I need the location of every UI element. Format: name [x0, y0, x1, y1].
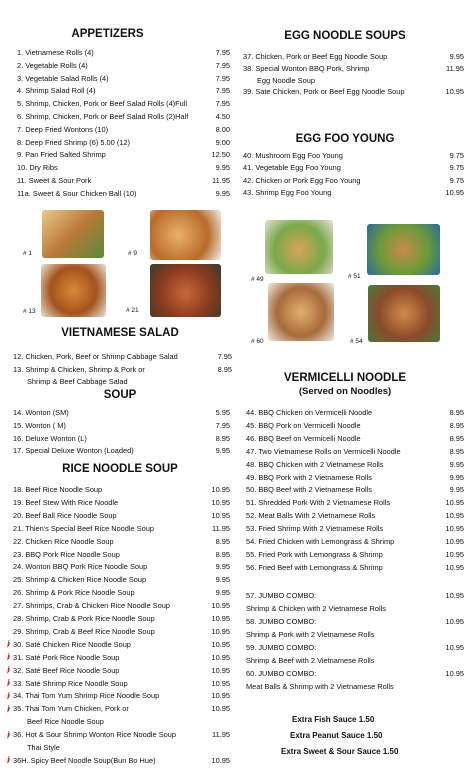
menu-item-name: 37. Chicken, Pork or Beef Egg Noodle Soup	[243, 52, 388, 61]
menu-item-price: 9.95	[449, 459, 464, 469]
photo-label: # 13	[23, 308, 36, 315]
menu-item-name: 17. Special Deluxe Wonton (Loaded)	[13, 446, 134, 456]
menu-item-price: 8.95	[449, 446, 464, 456]
menu-item-price: 7.95	[215, 60, 230, 70]
menu-item-price: 9.95	[215, 163, 230, 173]
menu-item-name: 15. Wonton ( M)	[13, 420, 66, 430]
menu-item-name: Beef Rice Noodle Soup	[27, 717, 104, 727]
menu-item-price: 10.95	[211, 704, 230, 714]
menu-item-name: 18. Beef Rice Noodle Soup	[13, 485, 103, 494]
combo-name: 60. JUMBO COMBO:	[246, 669, 317, 678]
photo-noodle-soup	[150, 264, 221, 317]
menu-item-name: Shrimp & Beef Cabbage Salad	[27, 377, 128, 387]
extra-peanut-sauce: Extra Peanut Sauce 1.50	[290, 731, 383, 740]
menu-item-name: 42. Chicken or Pork Egg Foo Young	[243, 175, 361, 185]
menu-item-name: 38. Special Wonton BBQ Pork, Shrimp	[243, 63, 370, 73]
menu-item-price: 10.95	[211, 691, 230, 701]
menu-item-name: 33. Saté Shrimp Rice Noodle Soup	[13, 678, 128, 688]
menu-item-price: 8.95	[449, 433, 464, 443]
chili-icon	[6, 731, 11, 739]
combo-name: 58. JUMBO COMBO:	[246, 617, 317, 626]
menu-item-name: 46. BBQ Beef on Vermicelli Noodle	[246, 433, 361, 443]
menu-item-price: 10.95	[211, 510, 230, 520]
menu-item-price: 8.95	[217, 364, 232, 374]
menu-item-name: Thai Style	[27, 743, 60, 752]
menu-item-name: 2. Vegetable Rolls (4)	[17, 60, 88, 70]
menu-item-name: 21. Thien's Special Beef Rice Noodle Soup	[13, 523, 154, 533]
menu-item-name: 48. BBQ Chicken with 2 Vietnamese Rolls	[246, 459, 384, 469]
menu-item-price: 9.95	[449, 52, 464, 61]
photo-label: # 49	[251, 276, 264, 283]
menu-item-name: 6. Shrimp, Chicken, Pork or Beef Salad Rolls (2)Half	[17, 112, 189, 121]
menu-item-name: 41. Vegetable Egg Foo Young	[243, 163, 341, 173]
menu-item-name: 43. Shrimp Egg Foo Young	[243, 187, 332, 197]
menu-item-price: 10.95	[445, 87, 464, 97]
viet-salad-title: VIETNAMESE SALAD	[61, 327, 179, 339]
menu-item-price: 9.75	[449, 175, 464, 185]
menu-item-name: 20. Beef Ball Rice Noodle Soup	[13, 510, 117, 520]
menu-item-name: 23. BBQ Pork Rice Noodle Soup	[13, 549, 120, 559]
chili-icon	[6, 653, 11, 661]
menu-item-name: 32. Saté Beef Rice Noodle Soup	[13, 665, 120, 675]
menu-item-name: 11. Sweet & Sour Pork	[17, 176, 92, 185]
menu-item-name: Egg Noodle Soup	[257, 75, 315, 85]
chili-icon	[6, 756, 11, 764]
egg-foo-title: EGG FOO YOUNG	[295, 133, 395, 145]
menu-item-name: 11a. Sweet & Sour Chicken Ball (10)	[17, 188, 137, 198]
menu-item-price: 10.95	[445, 524, 464, 534]
extra-sweet-sour-sauce: Extra Sweet & Sour Sauce 1.50	[281, 747, 399, 756]
menu-item-name: 31. Saté Pork Rice Noodle Soup	[13, 652, 120, 662]
menu-item-name: 34. Thai Tom Yum Shrimp Rice Noodle Soup	[13, 691, 160, 701]
combo-price: 10.95	[445, 643, 464, 652]
menu-item-price: 10.95	[211, 601, 230, 611]
chili-icon	[6, 666, 11, 674]
menu-item-name: 40. Mushroom Egg Foo Young	[243, 151, 343, 160]
soup-title: SOUP	[103, 389, 137, 401]
photo-label: # 9	[128, 250, 138, 257]
rice-noodle-title: RICE NOODLE SOUP	[62, 463, 178, 475]
menu-item-price: 8.95	[215, 536, 230, 546]
menu-item-price: 7.95	[215, 48, 230, 57]
menu-item-price: 7.95	[217, 352, 232, 361]
menu-item-price: 4.50	[215, 112, 230, 121]
menu-item-name: 49. BBQ Pork with 2 Vietnamese Rolls	[246, 472, 372, 482]
menu-item-price: 7.95	[215, 73, 230, 83]
menu-item-price: 9.75	[449, 163, 464, 173]
menu-item-price: 5.95	[215, 408, 230, 417]
combo-detail: Shrimp & Chicken with 2 Vietnamese Rolls	[246, 604, 386, 613]
menu-item-name: 52. Meat Balls With 2 Vietnamese Rolls	[246, 511, 376, 521]
menu-item-name: 44. BBQ Chicken on Vermicelli Noodle	[246, 408, 373, 417]
menu-item-name: 13. Shrimp & Chicken, Shrimp & Pork or	[13, 364, 145, 374]
egg-noodle-title: EGG NOODLE SOUPS	[284, 30, 406, 42]
menu-item-name: 8. Deep Fried Shrimp (6) 5.00 (12)	[17, 137, 130, 147]
menu-item-name: 22. Chicken Rice Noodle Soup	[13, 536, 114, 546]
menu-item-name: 29. Shrimp, Crab & Beef Rice Noodle Soup	[13, 626, 155, 636]
menu-item-price: 8.95	[449, 408, 464, 417]
photo-label: # 51	[348, 273, 361, 280]
menu-item-name: 7. Deep Fried Wontons (10)	[17, 124, 109, 134]
menu-item-price: 9.95	[449, 472, 464, 482]
menu-item-name: 14. Wonton (SM)	[13, 408, 69, 417]
photo-jumbo-combo	[268, 283, 334, 341]
menu-item-price: 7.95	[215, 86, 230, 96]
menu-item-price: 10.95	[445, 549, 464, 559]
menu-item-price: 8.95	[215, 549, 230, 559]
menu-item-price: 10.95	[211, 485, 230, 494]
menu-item-price: 10.95	[211, 639, 230, 649]
menu-item-price: 12.50	[211, 150, 230, 160]
photo-lemongrass	[368, 285, 440, 342]
combo-price: 10.95	[445, 617, 464, 626]
menu-item-price: 8.95	[215, 433, 230, 443]
menu-item-price: 9.95	[215, 188, 230, 198]
extra-fish-sauce: Extra Fish Sauce 1.50	[292, 715, 375, 724]
menu-item-name: 54. Fried Chicken with Lemongrass & Shrimp	[246, 537, 395, 546]
menu-item-name: 24. Wonton BBQ Pork Rice Noodle Soup	[13, 562, 148, 572]
vermicelli-subtitle: (Served on Noodles)	[298, 386, 392, 397]
menu-item-price: 10.95	[445, 511, 464, 521]
menu-item-price: 10.95	[445, 537, 464, 546]
menu-item-price: 10.95	[445, 562, 464, 572]
chili-icon	[6, 692, 11, 700]
menu-item-price: 10.95	[211, 614, 230, 623]
menu-item-name: 1. Vietnamese Rolls (4)	[17, 48, 94, 57]
combo-price: 10.95	[445, 591, 464, 600]
appetizers-title: APPETIZERS	[71, 28, 144, 40]
menu-item-name: 26. Shrimp & Pork Rice Noodle Soup	[13, 588, 135, 598]
combo-name: 59. JUMBO COMBO:	[246, 643, 317, 652]
menu-item-name: 28. Shrimp, Crab & Pork Rice Noodle Soup	[13, 614, 155, 623]
menu-item-price: 10.95	[211, 665, 230, 675]
menu-item-name: 4. Shrimp Salad Roll (4)	[17, 86, 96, 96]
photo-vietnamese-rolls	[42, 210, 104, 258]
menu-item-name: 45. BBQ Pork on Vermicelli Noodle	[246, 420, 361, 430]
photo-shredded-pork	[367, 224, 440, 275]
photo-label: # 54	[350, 338, 363, 345]
menu-item-name: 35. Thai Tom Yum Chicken, Pork or	[13, 704, 129, 714]
menu-item-price: 10.95	[445, 187, 464, 197]
menu-item-price: 10.95	[211, 755, 230, 765]
menu-item-name: 16. Deluxe Wonton (L)	[13, 433, 87, 443]
chili-icon	[6, 705, 11, 713]
menu-item-name: 51. Shredded Pork With 2 Vietnamese Rolls	[246, 498, 391, 508]
photo-fried-shrimp	[150, 210, 221, 260]
menu-item-price: 10.95	[211, 497, 230, 507]
combo-detail: Shrimp & Pork with 2 Vietnamese Rolls	[246, 630, 375, 639]
menu-item-name: 9. Pan Fried Salted Shrimp	[17, 150, 106, 160]
photo-label: # 60	[251, 338, 264, 345]
photo-vermicelli-rolls	[265, 220, 333, 274]
vermicelli-title: VERMICELLI NOODLE	[283, 372, 407, 384]
chili-icon	[6, 679, 11, 687]
photo-label: # 1	[23, 250, 33, 257]
chili-icon	[6, 640, 11, 648]
combo-price: 10.95	[445, 669, 464, 678]
menu-item-name: 55. Fried Pork with Lemongrass & Shrimp	[246, 549, 383, 559]
menu-item-price: 9.00	[215, 137, 230, 147]
menu-item-price: 9.95	[215, 562, 230, 572]
menu-item-price: 8.95	[449, 420, 464, 430]
menu-item-price: 11.95	[212, 176, 230, 185]
menu-item-name: 10. Dry Ribs	[17, 163, 58, 173]
menu-item-price: 9.95	[215, 446, 230, 456]
menu-item-price: 8.00	[215, 124, 230, 134]
menu-item-name: 56. Fried Beef with Lemongrass & Shrimp	[246, 562, 383, 572]
menu-item-price: 10.95	[211, 678, 230, 688]
menu-item-price: 9.75	[449, 151, 464, 160]
combo-detail: Meat Balls & Shrimp with 2 Vietnamese Rolls	[246, 682, 394, 691]
combo-detail: Shrimp & Beef with 2 Vietnamese Rolls	[246, 656, 375, 665]
menu-item-name: 19. Beef Stew With Rice Noodle	[13, 497, 119, 507]
menu-item-name: 25. Shrimp & Chicken Rice Noodle Soup	[13, 575, 147, 585]
menu-item-name: 36H. Spicy Beef Noodle Soup(Bun Bo Hue)	[13, 755, 156, 765]
menu-item-price: 7.95	[215, 420, 230, 430]
menu-item-name: 30. Saté Chicken Rice Noodle Soup	[13, 639, 131, 649]
menu-item-price: 10.95	[211, 626, 230, 636]
menu-item-name: 36. Hot & Sour Shrimp Wonton Rice Noodle Soup	[13, 730, 176, 740]
menu-item-name: 53. Fried Shrimp With 2 Vietnamese Rolls	[246, 524, 384, 534]
menu-item-name: 39. Sate Chicken, Pork or Beef Egg Noodle Soup	[243, 87, 405, 97]
menu-item-price: 7.95	[215, 99, 230, 109]
menu-item-price: 11.95	[212, 730, 230, 740]
menu-item-name: 3. Vegetable Salad Rolls (4)	[17, 73, 109, 83]
menu-item-name: 12. Chicken, Pork, Beef or Shrimp Cabbage Salad	[13, 352, 178, 361]
photo-label: # 21	[126, 307, 139, 314]
menu-item-name: 5. Shrimp, Chicken, Pork or Beef Salad Rolls (4)Full	[17, 99, 188, 109]
menu-item-price: 10.95	[445, 498, 464, 508]
menu-item-price: 9.95	[215, 588, 230, 598]
menu-item-name: 27. Shrimps, Crab & Chicken Rice Noodle Soup	[13, 601, 170, 611]
photo-sweet-sour	[41, 264, 106, 317]
combo-name: 57. JUMBO COMBO:	[246, 591, 317, 600]
menu-item-price: 9.95	[215, 575, 230, 585]
menu-item-price: 9.95	[449, 485, 464, 495]
menu-item-price: 10.95	[211, 652, 230, 662]
menu-item-price: 11.95	[446, 63, 464, 73]
menu-item-name: 50. BBQ Beef with 2 Vietnamese Rolls	[246, 485, 372, 495]
menu-item-price: 11.95	[212, 523, 230, 533]
menu-item-name: 47. Two Vietnamese Rolls on Vermicelli Noodle	[246, 446, 401, 456]
